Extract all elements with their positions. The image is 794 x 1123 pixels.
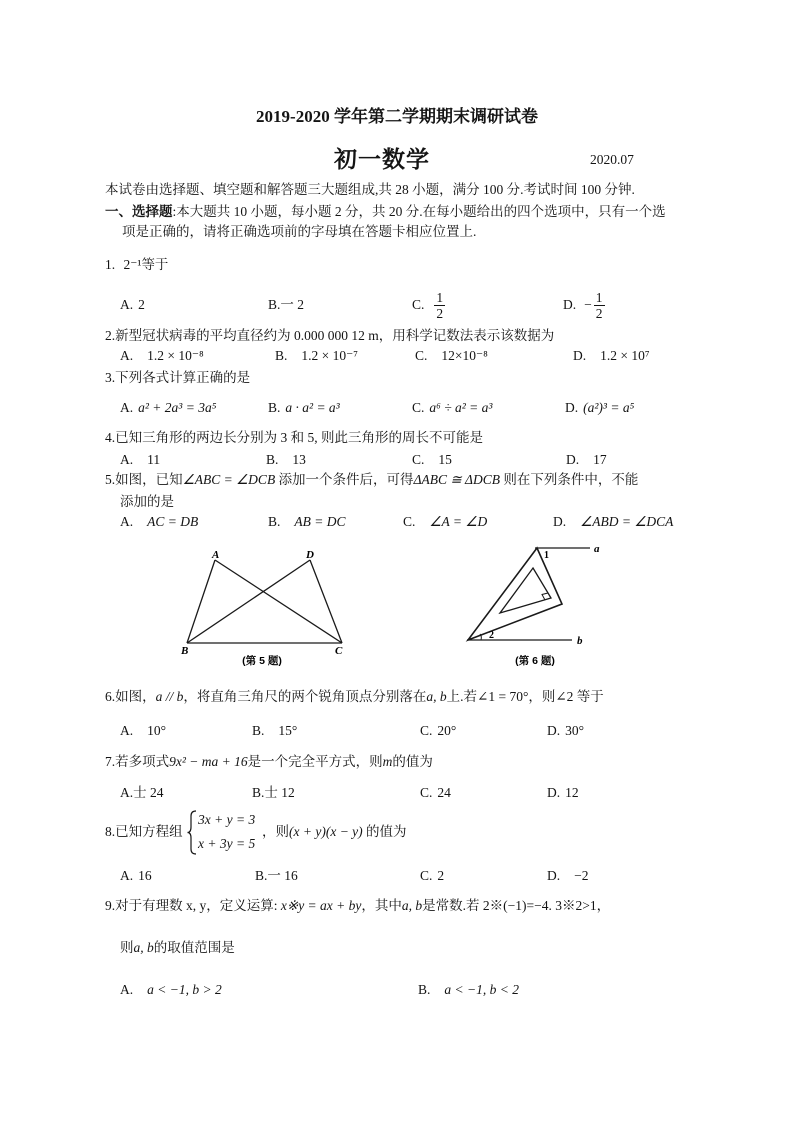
- option-label: B.: [252, 785, 265, 800]
- option-value: a < −1, b > 2: [147, 982, 222, 997]
- option-value: ∠A = ∠D: [429, 514, 488, 529]
- question-1-stem: [105, 257, 168, 273]
- vertex-label-c: C: [335, 645, 343, 657]
- option-value: 11: [147, 452, 161, 467]
- option-value: 1.2 × 10⁻⁷: [301, 348, 358, 363]
- option-value: AC = DB: [147, 514, 199, 529]
- option-b: [418, 982, 519, 998]
- option-value: 一 16: [267, 868, 298, 883]
- question-4-options: [0, 452, 794, 468]
- option-label: A.: [120, 982, 134, 997]
- option-c: [420, 785, 451, 801]
- option-value: −2: [574, 868, 589, 883]
- section-heading-line2: 项是正确的，请将正确选项前的字母填在答题卡相应位置上.: [122, 224, 477, 239]
- math-expression: 9x² − ma + 16: [169, 754, 248, 769]
- option-d: [547, 785, 579, 801]
- question-4-stem: 4.已知三角形的两边长分别为 3 和 5, 则此三角形的周长不可能是: [105, 430, 483, 445]
- question-3-options: [0, 400, 794, 416]
- option-value: a⁶ ÷ a² = a³: [429, 400, 493, 415]
- angle-2-arc: [480, 634, 481, 640]
- option-label: D.: [547, 868, 561, 883]
- math-expression: a, b: [426, 689, 447, 704]
- option-d: [553, 514, 673, 530]
- fraction-numerator: 1: [436, 289, 444, 305]
- option-label: D.: [553, 514, 567, 529]
- option-d: [547, 723, 584, 739]
- option-b: [252, 785, 295, 801]
- option-label: A.: [120, 297, 134, 312]
- option-label: B.: [268, 400, 281, 415]
- stem-text: 则在下列条件中，不能: [499, 472, 639, 487]
- question-7-stem: [105, 754, 433, 770]
- figure-6-caption: (第 6 题): [515, 655, 555, 667]
- brace-path: [188, 811, 197, 854]
- option-label: D.: [547, 785, 561, 800]
- math-expression: 2⁻¹: [123, 257, 142, 272]
- option-b: [255, 868, 298, 884]
- option-label: A.: [120, 514, 134, 529]
- math-expression: a, b: [401, 898, 423, 913]
- fraction: [594, 290, 605, 321]
- math-expression: m: [382, 754, 393, 769]
- option-a: [120, 723, 166, 739]
- stem-text: 则: [120, 940, 134, 955]
- option-value: 2: [138, 297, 145, 312]
- question-8-stem-lead: 8.已知方程组: [105, 824, 183, 839]
- stem-text: 等于: [141, 257, 169, 272]
- option-value: 16: [138, 868, 152, 883]
- option-label: C.: [415, 348, 428, 363]
- option-value: a < −1, b < 2: [444, 982, 519, 997]
- option-label: C.: [412, 400, 425, 415]
- option-label: D.: [566, 452, 580, 467]
- question-number: 1.: [105, 257, 116, 272]
- figure-6: [467, 548, 590, 640]
- intro-text: 本试卷由选择题、填空题和解答题三大题组成,共 28 小题，满分 100 分.考试时间 100 分钟.: [105, 182, 635, 197]
- fraction: [434, 290, 445, 321]
- math-expression: x※y = ax + by: [280, 898, 362, 913]
- option-b: [268, 288, 304, 322]
- option-label: A.: [120, 868, 134, 883]
- option-c: [415, 348, 488, 364]
- stem-text: 5.如图，已知: [105, 472, 183, 487]
- stem-text: 9.对于有理数 x, y，定义运算:: [105, 898, 281, 913]
- math-expression: a, b: [133, 940, 154, 955]
- option-value: 12×10⁻⁸: [441, 348, 488, 363]
- option-label: C.: [403, 514, 416, 529]
- stem-text: 添加一个条件后，可得: [275, 472, 414, 487]
- option-value: a · a² = a³: [285, 400, 340, 415]
- fraction-numerator: 1: [595, 289, 603, 305]
- option-label: B.: [255, 868, 268, 883]
- question-8-stem-tail: [262, 824, 407, 840]
- line-label-b: b: [577, 635, 583, 647]
- option-value: 10°: [147, 723, 167, 738]
- stem-text: 是常数.若 2※(−1)=−4. 3※2>1，: [422, 898, 611, 913]
- stem-text: 的值为: [392, 754, 433, 769]
- segment-db: [187, 560, 310, 643]
- option-a: [120, 348, 204, 364]
- option-label: D.: [573, 348, 587, 363]
- option-value: ∠ABD = ∠DCA: [580, 514, 674, 529]
- exam-date: 2020.07: [590, 152, 634, 167]
- angle-2-label: 2: [489, 630, 494, 641]
- option-label: A.: [120, 723, 134, 738]
- question-5-stem-line2: 添加的是: [120, 494, 174, 509]
- math-expression: a // b: [155, 689, 184, 704]
- math-expression: ∠ABC = ∠DCB: [182, 472, 276, 487]
- option-value: 士 12: [264, 785, 295, 800]
- stem-text: ，其中: [361, 898, 402, 913]
- segment-ac: [215, 560, 342, 643]
- option-label: D.: [565, 400, 579, 415]
- option-c: [420, 723, 456, 739]
- option-label: C.: [412, 452, 425, 467]
- math-expression: ∠1 = 70°: [477, 689, 529, 704]
- option-c: [412, 452, 452, 468]
- figure-5-caption: (第 5 题): [242, 655, 282, 667]
- option-c: [412, 400, 492, 416]
- question-9-stem-line2: [120, 940, 235, 956]
- option-label: D.: [547, 723, 561, 738]
- option-label: A.: [120, 400, 134, 415]
- option-label: B.: [268, 297, 281, 312]
- question-5-stem: [105, 472, 638, 488]
- exam-title: 2019-2020 学年第二学期期末调研试卷: [256, 107, 538, 126]
- option-d: [573, 348, 650, 364]
- question-9-stem: [105, 898, 610, 914]
- fraction-denominator: 2: [595, 305, 603, 321]
- stem-text: 7.若多项式: [105, 754, 170, 769]
- option-label: A.: [120, 348, 134, 363]
- option-value: (a²)³ = a⁵: [583, 400, 635, 415]
- option-label: C.: [420, 868, 433, 883]
- segment-dc: [310, 560, 342, 643]
- option-b: [268, 400, 340, 416]
- fraction-denominator: 2: [436, 305, 444, 321]
- question-5-options: [0, 514, 794, 530]
- option-label: A.: [120, 452, 134, 467]
- option-a: [120, 785, 164, 801]
- option-label: B.: [418, 982, 431, 997]
- option-value: 13: [292, 452, 306, 467]
- option-c: [420, 868, 444, 884]
- stem-text: 是一个完全平方式，则: [247, 754, 383, 769]
- option-a: [120, 400, 216, 416]
- option-label: D.: [563, 297, 577, 312]
- option-label: A.: [120, 785, 134, 800]
- option-value: a² + 2a³ = 3a⁵: [138, 400, 217, 415]
- figure-5: [187, 560, 342, 643]
- option-a: [120, 868, 152, 884]
- option-d: [566, 452, 607, 468]
- option-b: [266, 452, 306, 468]
- stem-text: ，则∠2 等于: [528, 689, 604, 704]
- option-value: AB = DC: [294, 514, 346, 529]
- option-value: 15°: [278, 723, 298, 738]
- option-value: 12: [565, 785, 579, 800]
- stem-text: 6.如图，: [105, 689, 156, 704]
- option-d: [563, 288, 605, 322]
- question-2-stem: 2.新型冠状病毒的平均直径约为 0.000 000 12 m，用科学记数法表示该数据为: [105, 328, 555, 343]
- subject-title: 初一数学: [334, 147, 430, 172]
- option-a: [120, 288, 145, 322]
- question-8-options: [0, 868, 794, 884]
- math-expression: (x + y)(x − y): [289, 824, 363, 839]
- equation-system-brace: [187, 810, 197, 855]
- option-value: 30°: [565, 723, 585, 738]
- option-value: 1.2 × 10⁷: [600, 348, 650, 363]
- option-a: [120, 514, 198, 530]
- math-expression: ΔABC ≅ ΔDCB: [413, 472, 500, 487]
- option-d: [565, 400, 634, 416]
- section-instructions: :本大题共 10 小题，每小题 2 分，共 20 分.在每小题给出的四个选项中，只有一个选: [172, 204, 666, 219]
- stem-text: ，则: [262, 824, 289, 839]
- option-value: 士 24: [133, 785, 164, 800]
- option-label: B.: [275, 348, 288, 363]
- vertex-label-b: B: [181, 645, 189, 657]
- option-value: 20°: [437, 723, 457, 738]
- angle-1-label: 1: [544, 550, 549, 561]
- vertex-label-d: D: [306, 549, 314, 561]
- question-6-stem: [105, 689, 604, 705]
- option-c: [403, 514, 487, 530]
- stem-text: 上.若: [446, 689, 478, 704]
- option-label: C.: [420, 785, 433, 800]
- question-1-options: [0, 288, 794, 322]
- minus-sign: −: [584, 297, 592, 312]
- option-value: 2: [437, 868, 445, 883]
- question-6-options: [0, 723, 794, 739]
- option-a: [120, 982, 222, 998]
- section-heading-line1: [105, 204, 666, 220]
- question-2-options: [0, 348, 794, 364]
- figures-area: [0, 530, 794, 675]
- option-value: 1.2 × 10⁻⁸: [147, 348, 204, 363]
- question-9-options: [0, 982, 794, 998]
- option-label: C.: [420, 723, 433, 738]
- stem-text: 的值为: [362, 824, 407, 839]
- option-label: B.: [252, 723, 265, 738]
- segment-ab: [187, 560, 215, 643]
- option-b: [275, 348, 358, 364]
- question-3-stem: 3.下列各式计算正确的是: [105, 370, 251, 385]
- option-value: 一 2: [280, 297, 305, 312]
- option-c: [412, 288, 445, 322]
- option-d: [547, 868, 589, 884]
- equation-2: x + 3y = 5: [198, 836, 256, 851]
- question-7-options: [0, 785, 794, 801]
- line-label-a: a: [594, 543, 600, 555]
- option-b: [252, 723, 297, 739]
- option-label: B.: [266, 452, 279, 467]
- option-label: B.: [268, 514, 281, 529]
- option-a: [120, 452, 160, 468]
- vertex-label-a: A: [212, 549, 220, 561]
- triangle-ruler-inner: [500, 568, 551, 613]
- option-b: [268, 514, 346, 530]
- section-label: 一、选择题: [105, 204, 173, 219]
- option-value: 15: [438, 452, 452, 467]
- option-value: 24: [437, 785, 451, 800]
- stem-text: ，将直角三角尺的两个锐角顶点分别落在: [183, 689, 427, 704]
- option-value: 17: [593, 452, 607, 467]
- equation-1: 3x + y = 3: [198, 812, 256, 827]
- stem-text: 的取值范围是: [153, 940, 235, 955]
- option-label: C.: [412, 297, 425, 312]
